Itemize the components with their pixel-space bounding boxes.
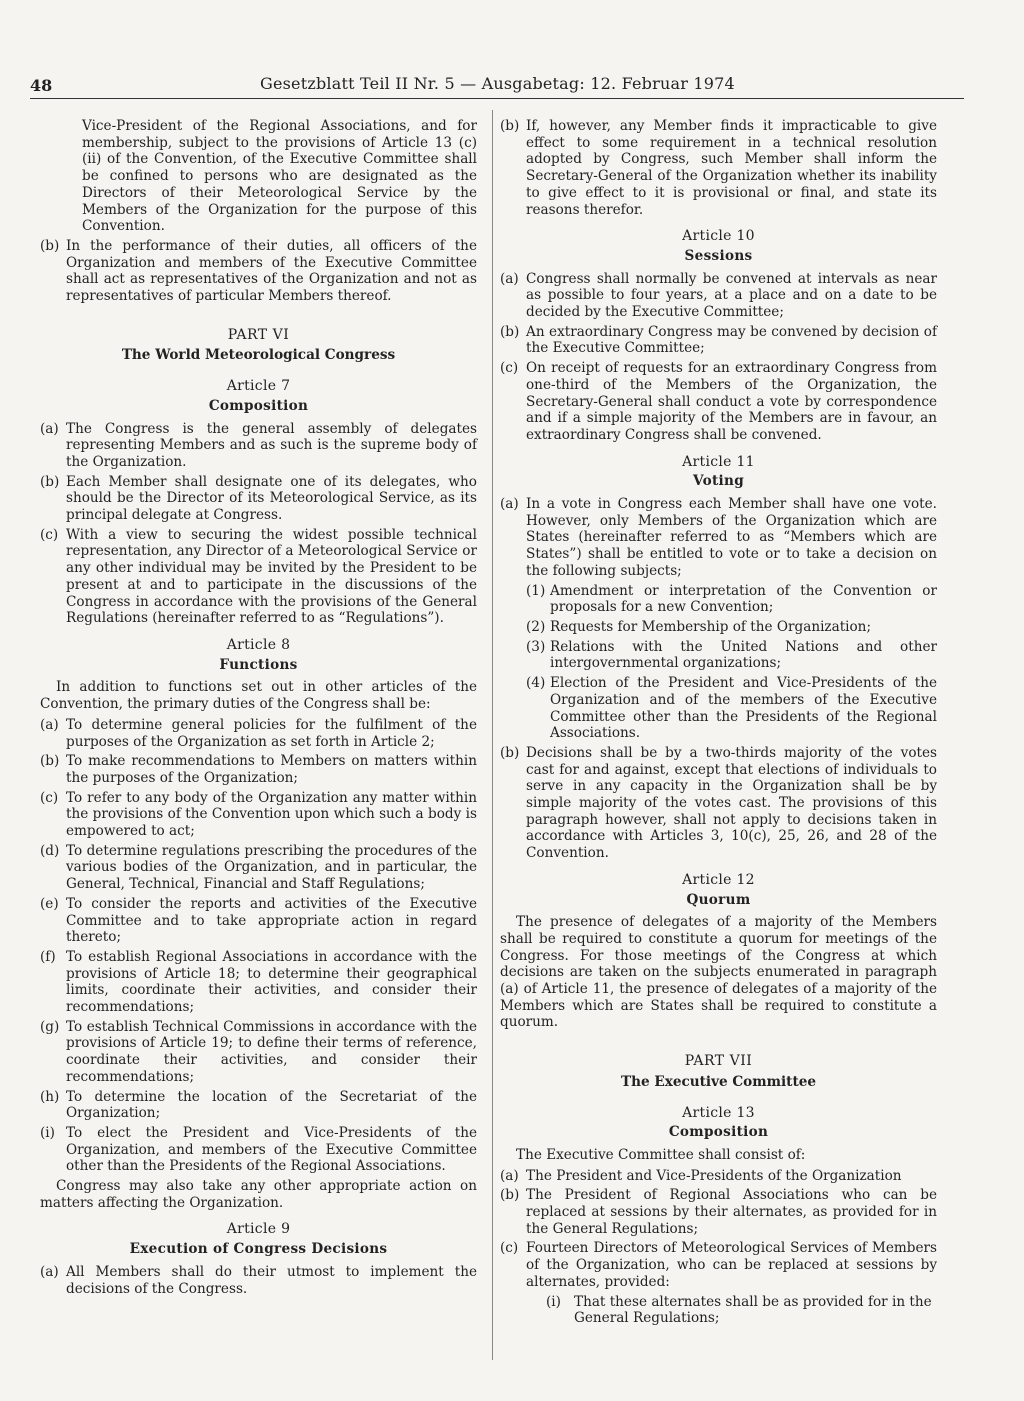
- running-title: Gesetzblatt Teil II Nr. 5 — Ausgabetag: 12. Februar 1974: [260, 74, 735, 93]
- article-heading: Article 8: [226, 636, 291, 653]
- part-heading: PART VI: [227, 326, 290, 343]
- item-text: To consider the reports and activities of the Executive Committee and to take appropriate action in regard thereto;: [66, 895, 477, 946]
- left-column: [40, 118, 477, 1300]
- sub-item-label: (3): [526, 638, 546, 655]
- item-text: To establish Technical Commissions in accordance with the provisions of Article 19; to define their terms of reference, coordinate their activities, and consider their recommendations;: [66, 1018, 477, 1085]
- item-text: In the performance of their duties, all officers of the Organization and members of the Executive Committee shall act as representatives of the Organization and not as representatives of particular Members thereof.: [66, 237, 477, 305]
- item-text: The President of Regional Associations who can be replaced at sessions by their alternates, as provided for in the General Regulations;: [526, 1187, 937, 1237]
- item-label: (a): [500, 496, 519, 513]
- item-label: (b): [40, 753, 60, 770]
- item-label: (i): [40, 1124, 55, 1141]
- item-label: (f): [40, 948, 56, 965]
- sub-item: [546, 1294, 937, 1327]
- item-text: To determine regulations prescribing the procedures of the various bodies of the Organization, and in particular, the General, Technical, Financial and Staff Regulations;: [66, 842, 477, 893]
- article-heading: Article 12: [682, 871, 755, 888]
- article-title: Functions: [219, 656, 298, 673]
- article-heading: Article 13: [682, 1104, 755, 1121]
- article-outro: Congress may also take any other appropriate action on matters affecting the Organization.: [40, 1178, 477, 1211]
- list-item: [40, 717, 477, 750]
- item-label: (b): [40, 237, 60, 254]
- item-label: (b): [500, 1187, 520, 1204]
- item-label: (b): [500, 118, 520, 134]
- list-item: [40, 790, 477, 840]
- part-title: The Executive Committee: [620, 1073, 817, 1090]
- list-item: [500, 1168, 937, 1185]
- item-text: On receipt of requests for an extraordinary Congress from one-third of the Members of the Organization, the Secretary-General shall conduct a vote by correspondence and if a simple majority of the Members are in favour, an extraordinary Congress shall be convened.: [526, 360, 937, 443]
- list-item: [500, 118, 937, 218]
- item-text: The President and Vice-Presidents of the Organization: [526, 1167, 902, 1184]
- item-label: (a): [500, 1167, 519, 1184]
- sub-item: [526, 675, 937, 742]
- sub-item: [526, 583, 937, 616]
- article-heading: Article 11: [682, 453, 755, 470]
- column-divider: [492, 110, 493, 1360]
- list-item: [500, 1240, 937, 1290]
- article-title: Voting: [693, 473, 744, 490]
- part-heading: PART VII: [684, 1053, 753, 1070]
- page-header: [30, 74, 964, 99]
- item-label: (b): [500, 744, 520, 761]
- item-label: (a): [500, 270, 519, 287]
- list-item: [40, 753, 477, 786]
- list-item: [40, 1019, 477, 1086]
- sub-item-label: (4): [526, 675, 546, 692]
- continued-paragraph: Vice-President of the Regional Associations, and for membership, subject to the provisions of Article 13 (c) (ii) of the Convention, of the Executive Committee shall be confined to persons who are designated as the Directors of their Meteorological Service by the Members of the Organization for the purpose of this Convention.: [82, 118, 477, 235]
- item-label: (b): [40, 473, 60, 490]
- item-label: (g): [40, 1018, 60, 1035]
- list-item: [40, 1264, 477, 1297]
- item-text: The Congress is the general assembly of delegates representing Members and as such is the supreme body of the Organization.: [66, 420, 477, 470]
- article-title: Execution of Congress Decisions: [129, 1241, 388, 1258]
- part-title: The World Meteorological Congress: [121, 347, 396, 364]
- list-item: [500, 496, 937, 580]
- list-item: [500, 271, 937, 321]
- list-item: [500, 745, 937, 862]
- item-text: With a view to securing the widest possible technical representation, any Director of a Meteorological Service or any other individual may be invited by the President to be present at and to participate in the discussions of the Congress in accordance with the provisions of the General Regulations (hereinafter referred to as “Regulations”).: [66, 526, 477, 627]
- sub-item: [526, 619, 937, 636]
- sub-item-label: (2): [526, 618, 546, 635]
- sub-item: [526, 639, 937, 672]
- item-text: Each Member shall designate one of its delegates, who should be the Director of its Meteorological Service, as its principal delegate at Congress.: [66, 473, 477, 524]
- item-label: (d): [40, 842, 60, 859]
- item-label: (a): [40, 420, 59, 437]
- article-body: The presence of delegates of a majority of the Members shall be required to constitute a quorum for meetings of the Congress. For those meetings of the Congress at which decisions are taken on the subjects enumerated in paragraph (a) of Article 11, the presence of delegates of a majority of the Members which are States shall be required to constitute a quorum.: [500, 914, 937, 1031]
- item-text: To determine general policies for the fulfilment of the purposes of the Organization as set forth in Article 2;: [66, 716, 477, 750]
- item-label: (b): [500, 323, 520, 340]
- item-text: To establish Regional Associations in accordance with the provisions of Article 18; to determine their geographical limits, coordinate their activities, and consider their recommendations;: [66, 948, 477, 1016]
- list-item: [500, 360, 937, 444]
- sub-item-text: Relations with the United Nations and other intergovernmental organizations;: [550, 638, 937, 672]
- item-label: (c): [500, 360, 519, 377]
- right-column: [500, 118, 937, 1330]
- item-text: In a vote in Congress each Member shall have one vote. However, only Members of the Organization which are States (hereinafter referred to as “Members which are States”) shall be entitled to vote or to take a decision on the following subjects;: [526, 496, 937, 579]
- article-heading: Article 7: [226, 378, 291, 395]
- list-item: [40, 1125, 477, 1175]
- item-label: (c): [40, 526, 59, 543]
- article-heading: Article 9: [226, 1221, 291, 1238]
- sub-item-text: Requests for Membership of the Organization;: [550, 618, 872, 635]
- item-label: (c): [40, 789, 59, 806]
- item-text: Congress shall normally be convened at intervals as near as possible to four years, at a place and on a date to be decided by the Executive Committee;: [526, 270, 937, 321]
- list-item: [40, 896, 477, 946]
- item-text: To determine the location of the Secretariat of the Organization;: [66, 1088, 477, 1122]
- list-item: [500, 324, 937, 357]
- list-item: [500, 1187, 937, 1237]
- article-heading: Article 10: [682, 228, 755, 245]
- item-text: To refer to any body of the Organization any matter within the provisions of the Convention upon which such a body is empowered to act;: [66, 789, 477, 840]
- sub-item-label: (i): [546, 1293, 561, 1310]
- article-title: Composition: [208, 397, 309, 414]
- list-item: [40, 421, 477, 471]
- sub-item-text: Election of the President and Vice-Presidents of the Organization and of the members of the Executive Committee other than the Presidents of the Regional Associations.: [550, 675, 937, 742]
- item-text: To elect the President and Vice-Presidents of the Organization, and members of the Executive Committee other than the Presidents of the Regional Associations.: [66, 1124, 477, 1175]
- item-text: Decisions shall be by a two-thirds majority of the votes cast for and against, except that elections of individuals to serve in any capacity in the Organization shall be by simple majority of the votes cast. The provisions of this paragraph however, shall not apply to decisions taken in accordance with Articles 3, 10(c), 25, 26, and 28 of the Convention.: [526, 744, 937, 862]
- item-text: Fourteen Directors of Meteorological Services of Members of the Organization, who can be replaced at sessions by alternates, provided:: [526, 1240, 937, 1290]
- list-item: [40, 527, 477, 627]
- item-label: (e): [40, 895, 59, 912]
- list-item: [40, 949, 477, 1016]
- list-item: [40, 843, 477, 893]
- list-item: [40, 474, 477, 524]
- item-label: (h): [40, 1088, 60, 1105]
- item-text: An extraordinary Congress may be convened by decision of the Executive Committee;: [526, 323, 937, 357]
- list-item: [40, 238, 477, 305]
- item-label: (a): [40, 1263, 59, 1280]
- page-number: 48: [30, 76, 53, 95]
- article-title: Quorum: [686, 891, 751, 908]
- item-label: (a): [40, 716, 59, 733]
- item-text: If, however, any Member finds it impracticable to give effect to some requirement in a technical resolution adopted by Congress, such Member shall inform the Secretary-General of the Organization whether its inability to give effect to it is provisional or final, and state its reasons therefor.: [526, 118, 937, 218]
- item-text: To make recommendations to Members on matters within the purposes of the Organization;: [66, 753, 477, 786]
- article-title: Composition: [668, 1124, 769, 1141]
- list-item: [40, 1089, 477, 1122]
- sub-item-text: That these alternates shall be as provided for in the General Regulations;: [574, 1293, 932, 1327]
- sub-item-label: (1): [526, 582, 546, 599]
- sub-item-text: Amendment or interpretation of the Convention or proposals for a new Convention;: [550, 582, 937, 616]
- item-text: All Members shall do their utmost to implement the decisions of the Congress.: [66, 1263, 477, 1297]
- article-intro: The Executive Committee shall consist of:: [516, 1146, 806, 1163]
- item-label: (c): [500, 1240, 519, 1257]
- article-title: Sessions: [684, 247, 753, 264]
- article-intro: In addition to functions set out in other articles of the Convention, the primary duties of the Congress shall be:: [40, 679, 477, 713]
